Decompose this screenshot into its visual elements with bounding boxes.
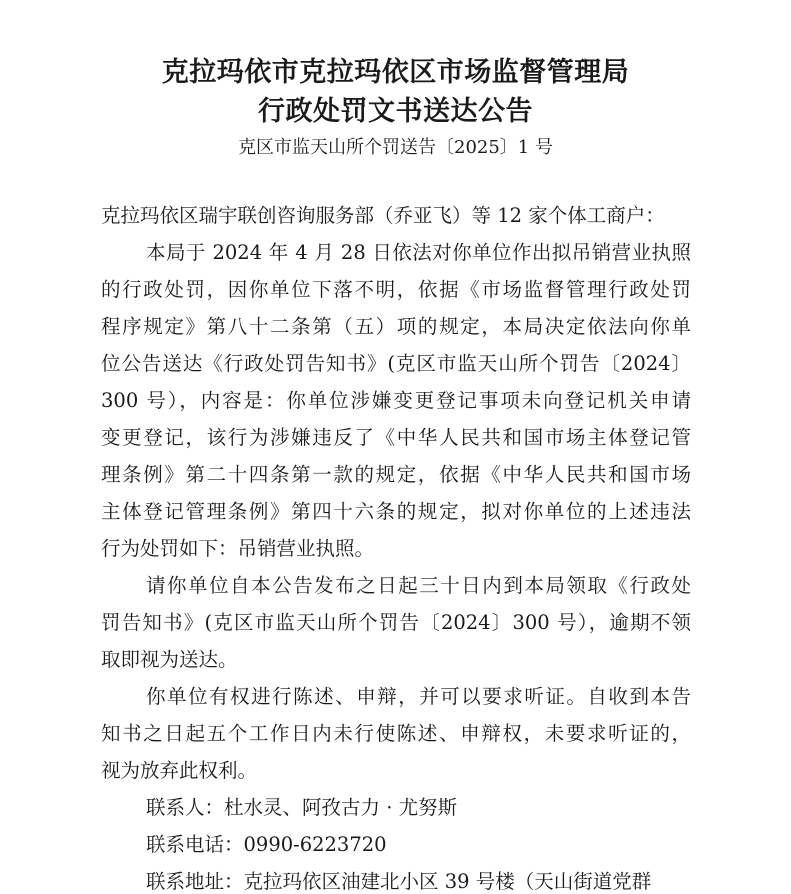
paragraph-2-line: 罚告知书》(克区市监天山所个罚告〔2024〕300 号），逾期不领 [101,611,691,634]
paragraph-3-line: 你单位有权进行陈述、申辩，并可以要求听证。自收到本告 [146,685,691,708]
document-number: 克区市监天山所个罚送告〔2025〕1 号 [238,137,553,158]
paragraph-1-line: 主体登记管理条例》第四十六条的规定，拟对你单位的上述违法 [101,500,691,523]
paragraph-1-line: 300 号），内容是：你单位涉嫌变更登记事项未向登记机关申请 [101,389,691,412]
paragraph-1-line: 理条例》第二十四条第一款的规定，依据《中华人民共和国市场 [101,463,691,486]
paragraph-2-line: 取即视为送达。 [101,648,238,671]
paragraph-1-line: 本局于 2024 年 4 月 28 日依法对你单位作出拟吊销营业执照 [146,241,691,264]
paragraph-1-line: 位公告送达《行政处罚告知书》(克区市监天山所个罚告〔2024〕 [101,352,691,375]
document-title-line1: 克拉玛依市克拉玛依区市场监督管理局 [161,57,630,88]
paragraph-1-line: 的行政处罚，因你单位下落不明，依据《市场监督管理行政处罚 [101,278,691,301]
paragraph-3-line: 知书之日起五个工作日内未行使陈述、申辩权，未要求听证的， [101,722,691,745]
addressee-line: 克拉玛依区瑞宇联创咨询服务部（乔亚飞）等 12 家个体工商户： [101,204,665,227]
document-title-line2: 行政处罚文书送达公告 [258,96,533,127]
contact-phone: 联系电话：0990-6223720 [146,833,387,856]
paragraph-1-line: 变更登记，该行为涉嫌违反了《中华人民共和国市场主体登记管 [101,426,691,449]
paragraph-2-line: 请你单位自本公告发布之日起三十日内到本局领取《行政处 [146,574,691,597]
paragraph-3-line: 视为放弃此权利。 [101,759,258,782]
contact-address: 联系地址：克拉玛依区油建北小区 39 号楼（天山街道党群 [146,870,652,893]
paragraph-1-line: 程序规定》第八十二条第（五）项的规定，本局决定依法向你单 [101,315,691,338]
paragraph-1-line: 行为处罚如下：吊销营业执照。 [101,537,375,560]
contact-person: 联系人：杜水灵、阿孜古力 · 尤努斯 [146,796,458,819]
